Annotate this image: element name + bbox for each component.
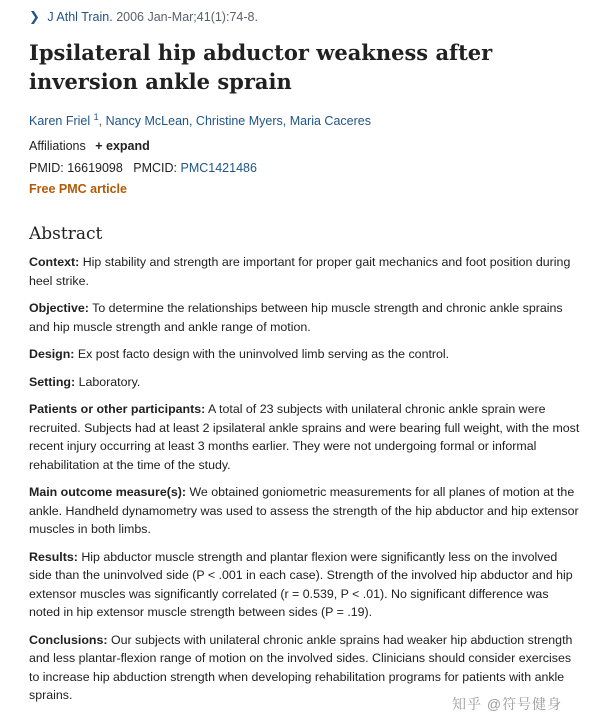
section-label: Objective:	[29, 301, 89, 315]
section-text: A total of 23 subjects with unilateral chronic ankle sprain were recruited. Subjects had at least 2 ipsilateral ankle sprains and were bearing full weight, with the most recent injury occurring at least 3 months earlier. They were not undergoing formal or informal rehabilitation at the time of the study.	[29, 402, 580, 472]
section-label: Conclusions:	[29, 632, 108, 647]
author-list	[29, 112, 371, 128]
section-text: Ex post facto design with the uninvolved limb serving as the control.	[77, 347, 450, 361]
abstract-heading: Abstract	[29, 224, 103, 244]
identifiers-row	[29, 161, 257, 175]
abstract-section	[29, 483, 581, 539]
pmid-value: 16619098	[67, 161, 123, 175]
abstract-section	[29, 253, 581, 290]
abstract-section	[29, 400, 581, 474]
section-label: Design:	[29, 347, 75, 361]
section-label: Results:	[29, 549, 78, 564]
section-label: Main outcome measure(s):	[29, 485, 186, 499]
pmcid-label: PMCID:	[133, 161, 178, 175]
abstract-section	[29, 299, 581, 336]
affiliation-sup[interactable]: 1	[93, 112, 99, 122]
watermark: 知乎 @符号健身	[452, 696, 563, 712]
free-pmc-badge[interactable]: Free PMC article	[29, 182, 127, 196]
section-text: Laboratory.	[78, 374, 141, 389]
pmcid-link[interactable]: PMC1421486	[180, 161, 257, 175]
citation-line	[29, 9, 258, 25]
abstract-body	[29, 253, 581, 714]
article-title: Ipsilateral hip abductor weakness after inversion ankle sprain	[29, 40, 493, 94]
author-link-first[interactable]: Karen Friel	[29, 114, 91, 129]
section-label: Context:	[29, 255, 80, 269]
citation-date: 2006 Jan-Mar;41(1):74-8.	[116, 10, 258, 24]
affiliations-label: Affiliations	[29, 139, 86, 153]
section-text: To determine the relationships between hip muscle strength and chronic ankle sprains and hip muscle strength and ankle range of motion.	[29, 301, 563, 334]
section-text: Hip stability and strength are important for proper gait mechanics and foot position during heel strike.	[29, 255, 571, 288]
section-text: Our subjects with unilateral chronic ankle sprains had weaker hip abduction strength and less plantar-flexion range of motion on the involved sides. Clinicians should consider exercises to increase hip abduction strength when developing rehabilitation programs for patients with ankle sprains.	[29, 632, 573, 702]
section-text: Hip abductor muscle strength and plantar flexion were significantly less on the involved side than the uninvolved side (P < .001 in each case). Strength of the involved hip abductor and hip extensor muscles was significantly correlated (r = 0.539, P < .01). No significant difference was noted in hip extensor muscle strength between sides (P = .19).	[29, 549, 573, 619]
section-label: Patients or other participants:	[29, 402, 206, 416]
abstract-section	[29, 548, 581, 622]
pmid-label: PMID:	[29, 161, 64, 175]
section-text: We obtained goniometric measurements for all planes of motion at the ankle. Handheld dynamometry was used to assess the strength of the hip abductor and hip extensor muscles in both limbs.	[29, 485, 579, 536]
expand-button[interactable]: + expand	[95, 139, 150, 153]
affiliations-row	[29, 139, 150, 153]
abstract-section	[29, 373, 581, 392]
author-separator: ,	[98, 114, 103, 129]
journal-link[interactable]: J Athl Train.	[47, 10, 113, 24]
chevron-right-icon[interactable]: ❯	[29, 9, 40, 24]
author-links-rest[interactable]: Nancy McLean, Christine Myers, Maria Caceres	[105, 114, 371, 129]
section-label: Setting:	[29, 374, 76, 389]
abstract-section	[29, 345, 581, 364]
